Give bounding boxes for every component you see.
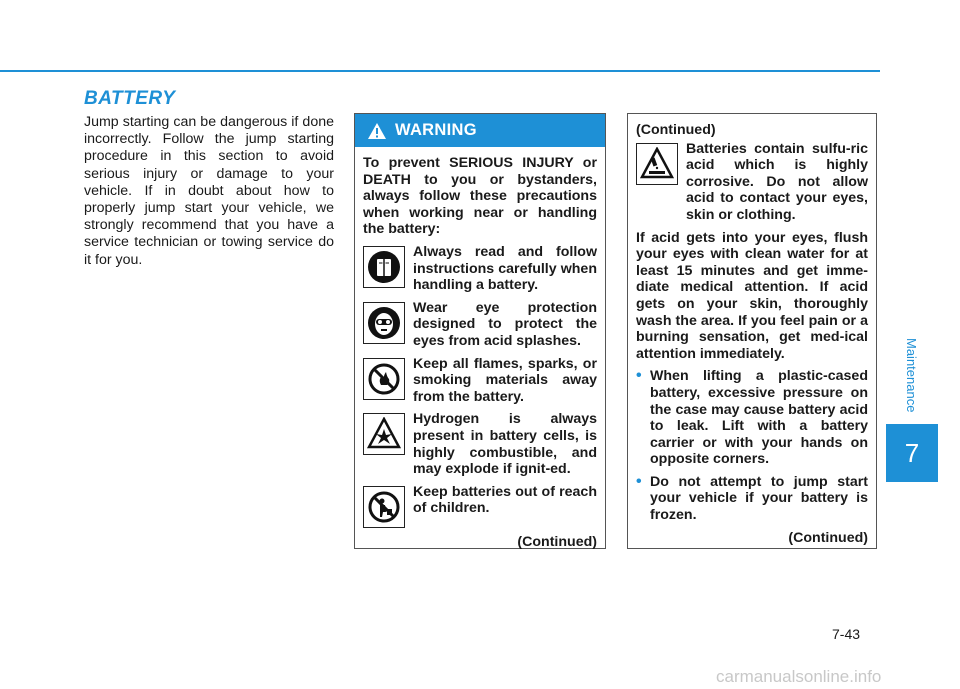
corrosive-acid-icon bbox=[636, 143, 678, 185]
warning-box bbox=[354, 113, 606, 549]
warning-item bbox=[363, 300, 597, 350]
bullet-list bbox=[636, 368, 868, 523]
warning-header bbox=[355, 114, 605, 147]
continued-box bbox=[627, 113, 877, 549]
continued-top-label: (Continued) bbox=[636, 122, 716, 138]
warning-item bbox=[363, 356, 597, 406]
bullet-item: • Do not attempt to jump start your vehicle if your battery is frozen. bbox=[636, 474, 868, 524]
manual-book-icon bbox=[363, 246, 405, 288]
chapter-tab: 7 bbox=[886, 424, 938, 482]
warning-item bbox=[363, 411, 597, 477]
warning-item-text: Always read and follow instructions carefully when handling a battery. bbox=[413, 243, 597, 294]
warning-item-text: Wear eye protection designed to protect the eyes from acid splashes. bbox=[413, 299, 597, 349]
no-flames-icon bbox=[363, 358, 405, 400]
keep-children-away-icon bbox=[363, 486, 405, 528]
page-number: 7-43 bbox=[832, 626, 861, 642]
warning-item bbox=[363, 244, 597, 294]
warning-item-text: Keep all flames, sparks, or smoking materials away from the battery. bbox=[413, 355, 597, 405]
explosion-hazard-icon bbox=[363, 413, 405, 455]
chapter-side-label: Maintenance bbox=[904, 338, 919, 413]
warning-lead: To prevent SERIOUS INJURY or DEATH to you or bystanders, always follow these precautions when working near or handling the battery: bbox=[363, 155, 597, 238]
watermark: carmanualsonline.info bbox=[716, 667, 882, 686]
warning-heading: WARNING bbox=[395, 121, 477, 140]
acid-item bbox=[636, 141, 868, 224]
warning-item-text: Hydrogen is always present in battery cells, is highly combustible, and may explode if ignit-ed. bbox=[413, 411, 597, 478]
header-rule bbox=[0, 70, 880, 72]
acid-item-text: Batteries contain sulfu-ric acid which is highly corrosive. Do not allow acid to contact your eyes, skin or clothing. bbox=[686, 140, 868, 223]
warning-item-text: Keep batteries out of reach of children. bbox=[413, 483, 597, 517]
warning-triangle-icon bbox=[367, 122, 387, 140]
eye-protection-icon bbox=[363, 302, 405, 344]
bullet-item: • When lifting a plastic-cased battery, excessive pressure on the case may cause battery acid to leak. Lift with a battery carrier or with your hands on opposite corners. bbox=[636, 368, 868, 468]
acid-first-aid: If acid gets into your eyes, flush your eyes with clean water for at least 15 minutes and get imme-diate medical attention. If acid gets on your skin, thoroughly wash the area. If you feel pain or a burning sensation, get med-ical attention immediately. bbox=[636, 229, 868, 362]
intro-paragraph: Jump starting can be dangerous if done incorrectly. Follow the jump starting procedure in this section to avoid serious injury or damage to your vehicle. If in doubt about how to properly jump start your vehicle, we strongly recommend that you have a service technician or towing service do it for you. bbox=[84, 114, 334, 268]
warning-item bbox=[363, 484, 597, 528]
continued-label: (Continued) bbox=[788, 529, 868, 546]
section-title: BATTERY bbox=[84, 88, 176, 109]
continued-label: (Continued) bbox=[517, 533, 597, 550]
